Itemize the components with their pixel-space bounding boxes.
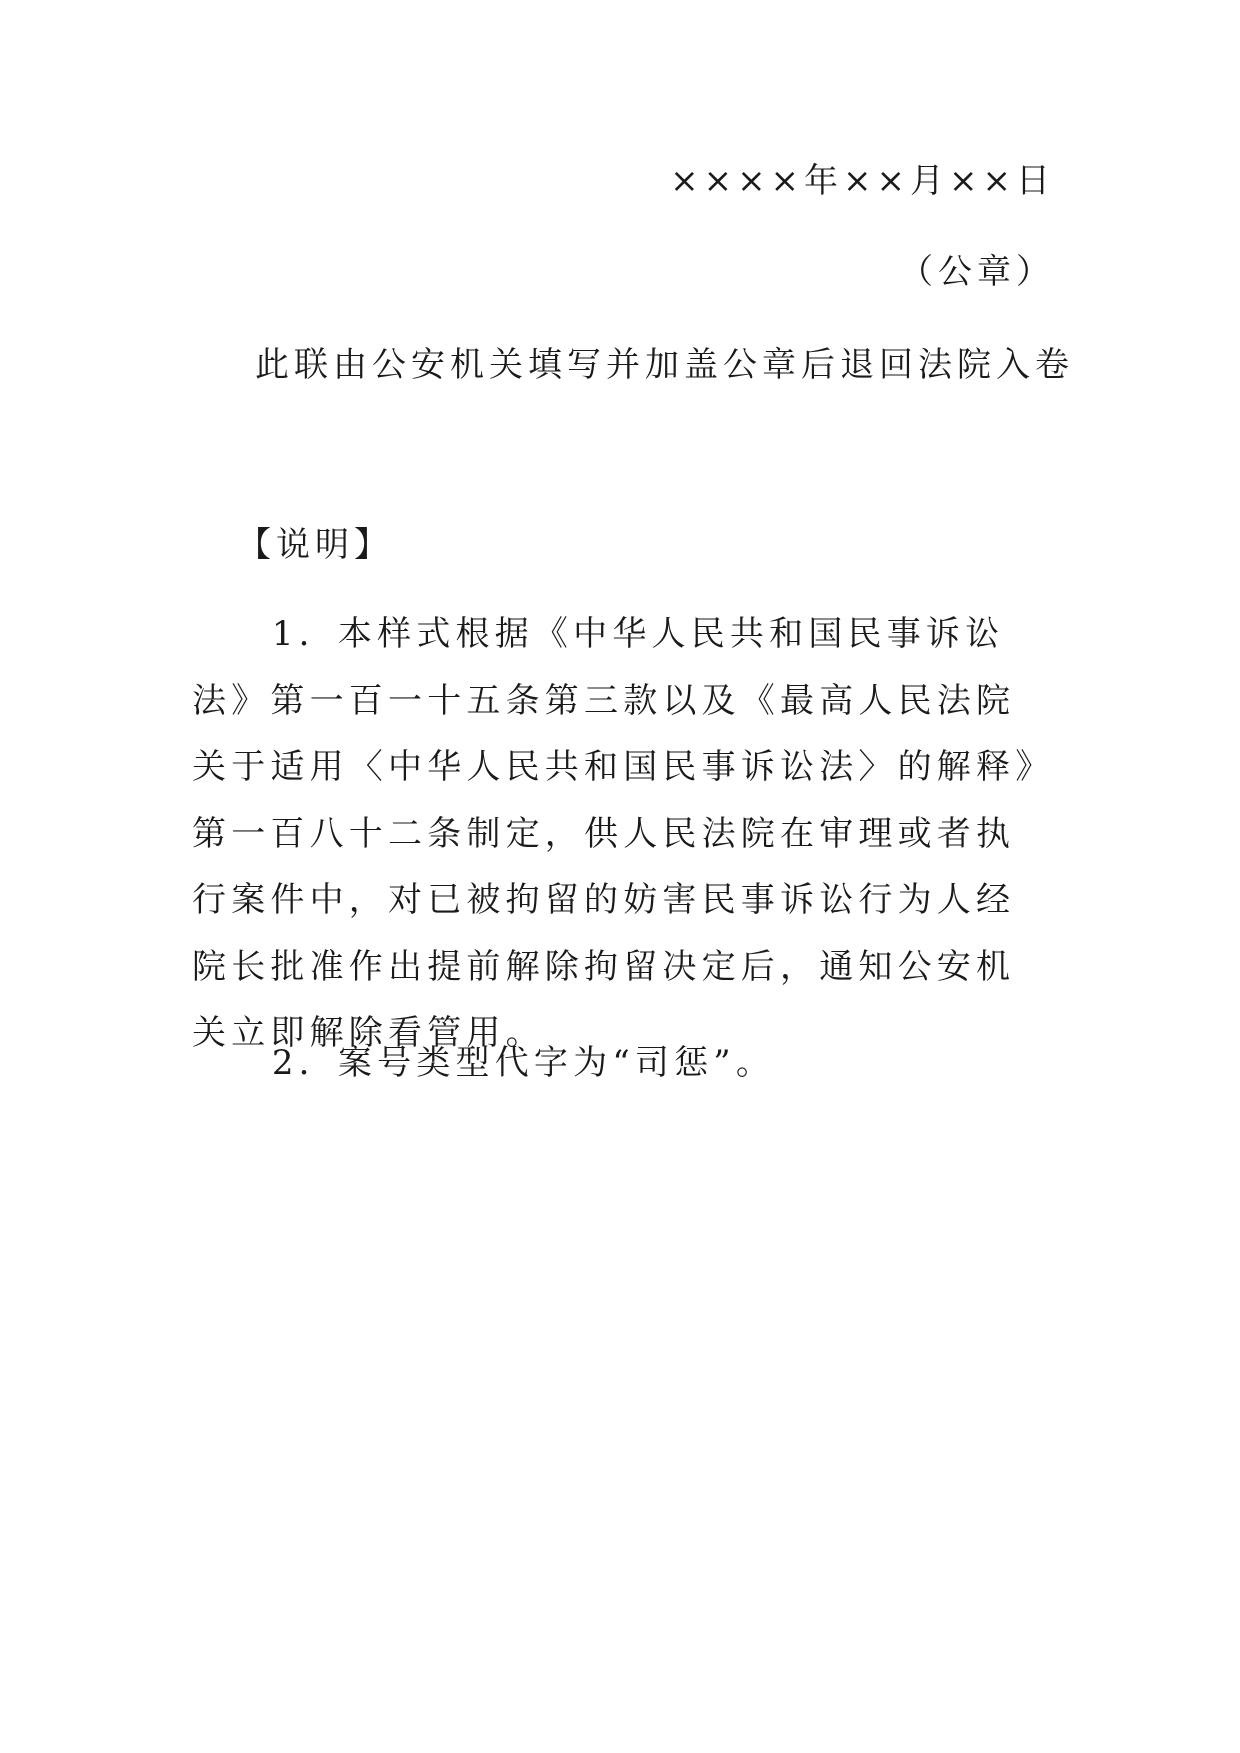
routing-note: 此联由公安机关填写并加盖公章后退回法院入卷 [255, 345, 1074, 385]
date-line: ××××年××月××日 [670, 161, 1055, 201]
explanation-item-2: 2．案号类型代字为“司惩”。 [271, 1043, 776, 1083]
seal-placeholder: （公章） [899, 252, 1055, 292]
explanation-heading: 【说明】 [237, 525, 393, 565]
explanation-item-1: 1．本样式根据《中华人民共和国民事诉讼法》第一百一十五条第三款以及《最高人民法院关于适用〈中华人民共和国民事诉讼法〉的解释》第一百八十二条制定，供人民法院在审理或者执行案件中，对已被拘留的妨害民事诉讼行为人经院长批准作出提前解除拘留决定后，通知公安机关立即解除看管用。 [192, 614, 1038, 1053]
